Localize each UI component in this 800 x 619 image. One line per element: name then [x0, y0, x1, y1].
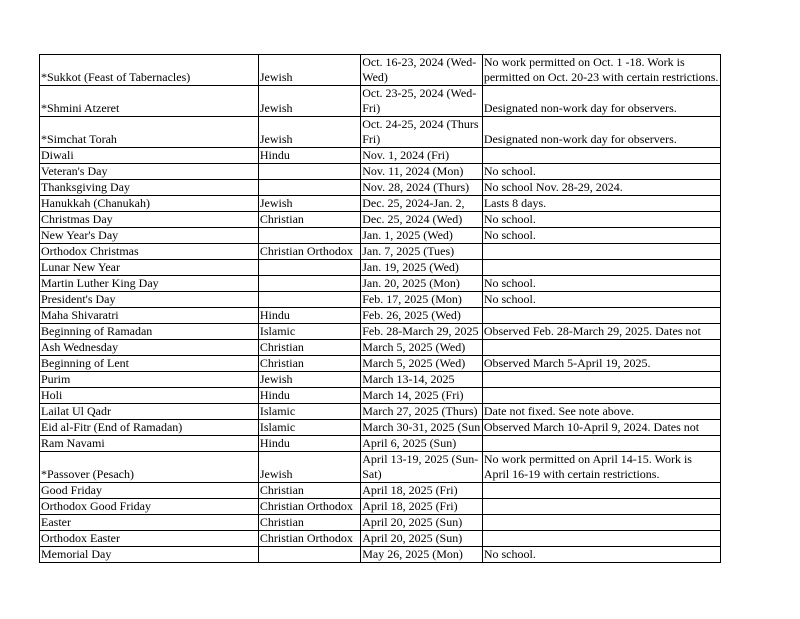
religion-cell: Christian Orthodox — [258, 531, 360, 547]
table-row — [40, 499, 721, 515]
note-cell: Observed March 5-April 19, 2025. — [482, 356, 720, 372]
date-cell: March 5, 2025 (Wed) — [361, 356, 483, 372]
holiday-name-cell: Ash Wednesday — [40, 340, 259, 356]
table-row — [40, 324, 721, 340]
date-cell: March 30-31, 2025 (Sun — [361, 420, 483, 436]
note-cell: No school Nov. 28-29, 2024. — [482, 180, 720, 196]
holiday-name-cell: *Simchat Torah — [40, 117, 259, 148]
holiday-table — [39, 54, 721, 563]
note-cell: Designated non-work day for observers. — [482, 86, 720, 117]
holiday-name-cell: Lailat Ul Qadr — [40, 404, 259, 420]
date-cell: Dec. 25, 2024 (Wed) — [361, 212, 483, 228]
religion-cell: Hindu — [258, 148, 360, 164]
holiday-name-cell: Ram Navami — [40, 436, 259, 452]
note-cell — [482, 499, 720, 515]
date-cell: Feb. 28-March 29, 2025 — [361, 324, 483, 340]
table-row — [40, 356, 721, 372]
date-cell: Jan. 19, 2025 (Wed) — [361, 260, 483, 276]
table-row — [40, 164, 721, 180]
religion-cell: Christian — [258, 515, 360, 531]
note-cell — [482, 340, 720, 356]
religion-cell: Christian — [258, 356, 360, 372]
religion-cell: Christian — [258, 340, 360, 356]
holiday-name-cell: President's Day — [40, 292, 259, 308]
date-cell: Feb. 17, 2025 (Mon) — [361, 292, 483, 308]
table-row — [40, 420, 721, 436]
holiday-name-cell: Memorial Day — [40, 547, 259, 563]
table-row — [40, 531, 721, 547]
religion-cell: Jewish — [258, 372, 360, 388]
holiday-name-cell: New Year's Day — [40, 228, 259, 244]
religion-cell: Islamic — [258, 404, 360, 420]
holiday-name-cell: Eid al-Fitr (End of Ramadan) — [40, 420, 259, 436]
date-cell: April 18, 2025 (Fri) — [361, 499, 483, 515]
table-row — [40, 228, 721, 244]
religion-cell — [258, 180, 360, 196]
religion-cell: Jewish — [258, 117, 360, 148]
date-cell: April 20, 2025 (Sun) — [361, 531, 483, 547]
religion-cell: Jewish — [258, 55, 360, 86]
date-cell: March 5, 2025 (Wed) — [361, 340, 483, 356]
table-row — [40, 404, 721, 420]
date-cell: April 6, 2025 (Sun) — [361, 436, 483, 452]
note-cell: Observed March 10-April 9, 2024. Dates not — [482, 420, 720, 436]
religion-cell: Islamic — [258, 324, 360, 340]
religion-cell — [258, 228, 360, 244]
religion-cell: Islamic — [258, 420, 360, 436]
note-cell: No school. — [482, 547, 720, 563]
date-cell: Nov. 1, 2024 (Fri) — [361, 148, 483, 164]
date-cell: Nov. 28, 2024 (Thurs) — [361, 180, 483, 196]
table-row — [40, 55, 721, 86]
table-row — [40, 244, 721, 260]
table-row — [40, 148, 721, 164]
table-row — [40, 292, 721, 308]
religion-cell: Jewish — [258, 452, 360, 483]
note-cell: No school. — [482, 276, 720, 292]
date-cell: Oct. 16-23, 2024 (Wed-Wed) — [361, 55, 483, 86]
religion-cell: Christian Orthodox — [258, 244, 360, 260]
table-row — [40, 436, 721, 452]
religion-cell: Hindu — [258, 436, 360, 452]
date-cell: Dec. 25, 2024-Jan. 2, — [361, 196, 483, 212]
holiday-name-cell: *Passover (Pesach) — [40, 452, 259, 483]
date-cell: Oct. 24-25, 2024 (Thurs Fri) — [361, 117, 483, 148]
religion-cell: Christian Orthodox — [258, 499, 360, 515]
religion-cell — [258, 547, 360, 563]
date-cell: May 26, 2025 (Mon) — [361, 547, 483, 563]
table-row — [40, 86, 721, 117]
holiday-name-cell: Good Friday — [40, 483, 259, 499]
holiday-name-cell: *Shmini Atzeret — [40, 86, 259, 117]
religion-cell — [258, 276, 360, 292]
religion-cell — [258, 292, 360, 308]
note-cell: No work permitted on April 14-15. Work is April 16-19 with certain restrictions. — [482, 452, 720, 483]
note-cell — [482, 483, 720, 499]
table-row — [40, 483, 721, 499]
religion-cell: Hindu — [258, 308, 360, 324]
table-row — [40, 308, 721, 324]
holiday-name-cell: Diwali — [40, 148, 259, 164]
holiday-name-cell: Purim — [40, 372, 259, 388]
holiday-name-cell: Lunar New Year — [40, 260, 259, 276]
holiday-name-cell: Orthodox Easter — [40, 531, 259, 547]
date-cell: Nov. 11, 2024 (Mon) — [361, 164, 483, 180]
religion-cell: Jewish — [258, 196, 360, 212]
date-cell: Jan. 1, 2025 (Wed) — [361, 228, 483, 244]
holiday-name-cell: Beginning of Lent — [40, 356, 259, 372]
table-row — [40, 452, 721, 483]
table-row — [40, 260, 721, 276]
holiday-name-cell: *Sukkot (Feast of Tabernacles) — [40, 55, 259, 86]
holiday-name-cell: Holi — [40, 388, 259, 404]
holiday-name-cell: Veteran's Day — [40, 164, 259, 180]
date-cell: Feb. 26, 2025 (Wed) — [361, 308, 483, 324]
date-cell: April 18, 2025 (Fri) — [361, 483, 483, 499]
table-row — [40, 340, 721, 356]
note-cell: Lasts 8 days. — [482, 196, 720, 212]
religion-cell: Christian — [258, 212, 360, 228]
holiday-name-cell: Thanksgiving Day — [40, 180, 259, 196]
holiday-name-cell: Orthodox Christmas — [40, 244, 259, 260]
note-cell: Designated non-work day for observers. — [482, 117, 720, 148]
date-cell: Oct. 23-25, 2024 (Wed-Fri) — [361, 86, 483, 117]
date-cell: April 20, 2025 (Sun) — [361, 515, 483, 531]
note-cell: Date not fixed. See note above. — [482, 404, 720, 420]
date-cell: Jan. 7, 2025 (Tues) — [361, 244, 483, 260]
holiday-table-body — [40, 55, 721, 563]
table-row — [40, 276, 721, 292]
table-row — [40, 212, 721, 228]
date-cell: March 13-14, 2025 — [361, 372, 483, 388]
holiday-name-cell: Beginning of Ramadan — [40, 324, 259, 340]
date-cell: Jan. 20, 2025 (Mon) — [361, 276, 483, 292]
holiday-name-cell: Hanukkah (Chanukah) — [40, 196, 259, 212]
note-cell: No school. — [482, 292, 720, 308]
note-cell — [482, 388, 720, 404]
note-cell: No school. — [482, 228, 720, 244]
religion-cell: Christian — [258, 483, 360, 499]
note-cell: No school. — [482, 212, 720, 228]
religion-cell — [258, 164, 360, 180]
note-cell — [482, 531, 720, 547]
table-row — [40, 372, 721, 388]
note-cell — [482, 244, 720, 260]
table-row — [40, 515, 721, 531]
note-cell — [482, 148, 720, 164]
holiday-name-cell: Easter — [40, 515, 259, 531]
note-cell — [482, 260, 720, 276]
holiday-name-cell: Christmas Day — [40, 212, 259, 228]
table-row — [40, 547, 721, 563]
date-cell: March 14, 2025 (Fri) — [361, 388, 483, 404]
note-cell — [482, 515, 720, 531]
religion-cell: Jewish — [258, 86, 360, 117]
note-cell — [482, 436, 720, 452]
table-row — [40, 196, 721, 212]
note-cell — [482, 308, 720, 324]
holiday-name-cell: Orthodox Good Friday — [40, 499, 259, 515]
holiday-name-cell: Martin Luther King Day — [40, 276, 259, 292]
date-cell: March 27, 2025 (Thurs) — [361, 404, 483, 420]
religion-cell — [258, 260, 360, 276]
date-cell: April 13-19, 2025 (Sun-Sat) — [361, 452, 483, 483]
note-cell: No work permitted on Oct. 1 -18. Work is permitted on Oct. 20-23 with certain restrictions. — [482, 55, 720, 86]
note-cell: Observed Feb. 28-March 29, 2025. Dates not — [482, 324, 720, 340]
table-row — [40, 388, 721, 404]
note-cell: No school. — [482, 164, 720, 180]
table-row — [40, 180, 721, 196]
table-row — [40, 117, 721, 148]
religion-cell: Hindu — [258, 388, 360, 404]
note-cell — [482, 372, 720, 388]
holiday-name-cell: Maha Shivaratri — [40, 308, 259, 324]
